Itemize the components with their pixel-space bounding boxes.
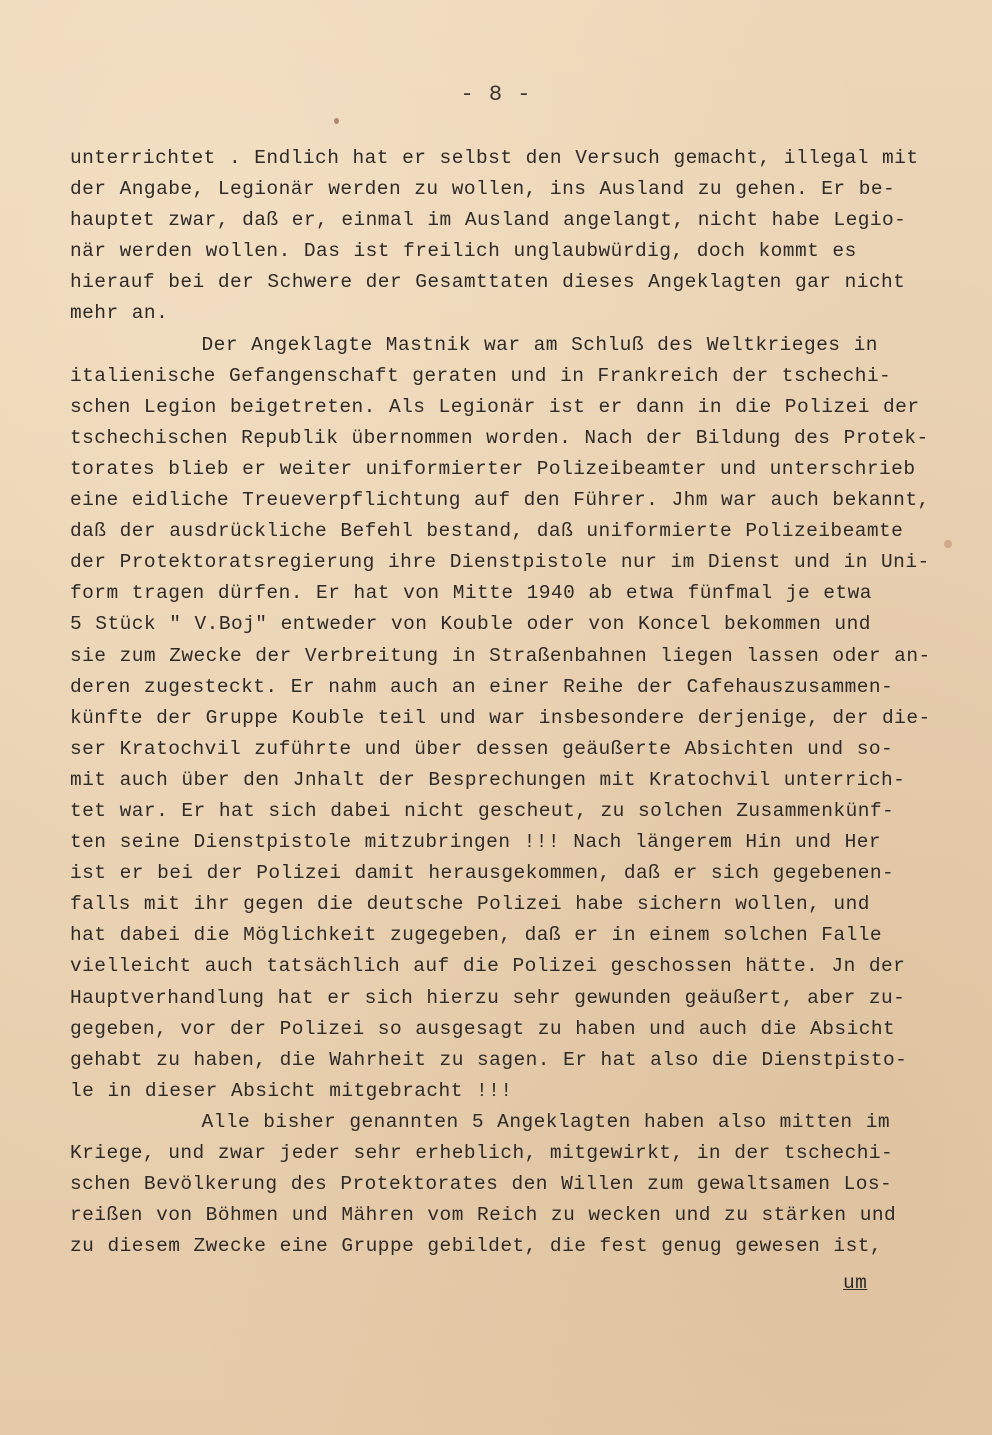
text-line: mehr an. [70, 302, 169, 325]
text-line: gehabt zu haben, die Wahrheit zu sagen. Er hat also die Dienstpisto- [70, 1048, 908, 1071]
text-line: gegeben, vor der Polizei so ausgesagt zu haben und auch die Absicht [70, 1017, 896, 1040]
text-line: der Angabe, Legionär werden zu wollen, ins Ausland zu gehen. Er be- [70, 178, 896, 201]
text-line: hauptet zwar, daß er, einmal im Ausland angelangt, nicht habe Legio- [70, 209, 907, 232]
text-line: vielleicht auch tatsächlich auf die Polizei geschossen hätte. Jn der [70, 955, 906, 978]
text-line: Der Angeklagte Mastnik war am Schluß des Weltkrieges in [70, 333, 878, 356]
text-line: le in dieser Absicht mitgebracht !!! [70, 1079, 513, 1102]
text-line: eine eidliche Treueverpflichtung auf den Führer. Jhm war auch bekannt, [70, 489, 930, 512]
text-line: tschechischen Republik übernommen worden. Nach der Bildung des Protek- [70, 426, 929, 449]
text-line: italienische Gefangenschaft geraten und in Frankreich der tschechi- [70, 364, 892, 387]
text-line: Alle bisher genannten 5 Angeklagten haben also mitten im [70, 1110, 891, 1133]
text-line: reißen von Böhmen und Mähren vom Reich zu wecken und zu stärken und [70, 1204, 897, 1227]
text-line: ten seine Dienstpistole mitzubringen !!! Nach längerem Hin und Her [70, 831, 882, 854]
text-line: künfte der Gruppe Kouble teil und war insbesondere derjenige, der die- [70, 706, 931, 729]
text-line: hat dabei die Möglichkeit zugegeben, daß er in einem solchen Falle [70, 924, 883, 947]
text-line: mit auch über den Jnhalt der Besprechungen mit Kratochvil unterrich- [70, 768, 906, 791]
body-text [70, 143, 960, 1262]
text-line: torates blieb er weiter uniformierter Polizeibeamter und unterschrieb [70, 457, 916, 480]
text-line: Kriege, und zwar jeder sehr erheblich, mitgewirkt, in der tschechi- [70, 1142, 894, 1164]
text-line: schen Bevölkerung des Protektorates den Willen zum gewaltsamen Los- [70, 1173, 893, 1196]
catchword: um [843, 1272, 868, 1294]
text-line: ser Kratochvil zuführte und über dessen geäußerte Absichten und so- [70, 737, 894, 760]
text-line: 5 Stück " V.Boj" entweder von Kouble oder von Koncel bekommen und [70, 613, 871, 636]
text-line: form tragen dürfen. Er hat von Mitte 1940 ab etwa fünfmal je etwa [70, 582, 872, 605]
ink-speck [944, 540, 952, 548]
text-line: daß der ausdrückliche Befehl bestand, daß uniformierte Polizeibeamte [70, 520, 904, 543]
text-line: deren zugesteckt. Er nahm auch an einer Reihe der Cafehauszusammen- [70, 675, 894, 698]
text-line: falls mit ihr gegen die deutsche Polizei habe sichern wollen, und [70, 893, 870, 916]
text-line: sie zum Zwecke der Verbreitung in Straßenbahnen liegen lassen oder an- [70, 644, 931, 667]
page-number: - 8 - [460, 82, 532, 107]
text-line: ist er bei der Polizei damit herausgekommen, daß er sich gegebenen- [70, 862, 895, 885]
text-line: Hauptverhandlung hat er sich hierzu sehr gewunden geäußert, aber zu- [70, 986, 906, 1009]
text-line: zu diesem Zwecke eine Gruppe gebildet, die fest genug gewesen ist, [70, 1235, 883, 1258]
text-line: schen Legion beigetreten. Als Legionär ist er dann in die Polizei der [70, 395, 920, 418]
text-line: hierauf bei der Schwere der Gesamttaten dieses Angeklagten gar nicht [70, 271, 906, 294]
ink-speck [334, 118, 339, 124]
text-line: när werden wollen. Das ist freilich unglaubwürdig, doch kommt es [70, 240, 857, 263]
text-line: unterrichtet . Endlich hat er selbst den Versuch gemacht, illegal mit [70, 147, 919, 169]
text-line: der Protektoratsregierung ihre Dienstpistole nur im Dienst und in Uni- [70, 551, 930, 574]
text-line: tet war. Er hat sich dabei nicht gescheut, zu solchen Zusammenkünf- [70, 799, 895, 822]
